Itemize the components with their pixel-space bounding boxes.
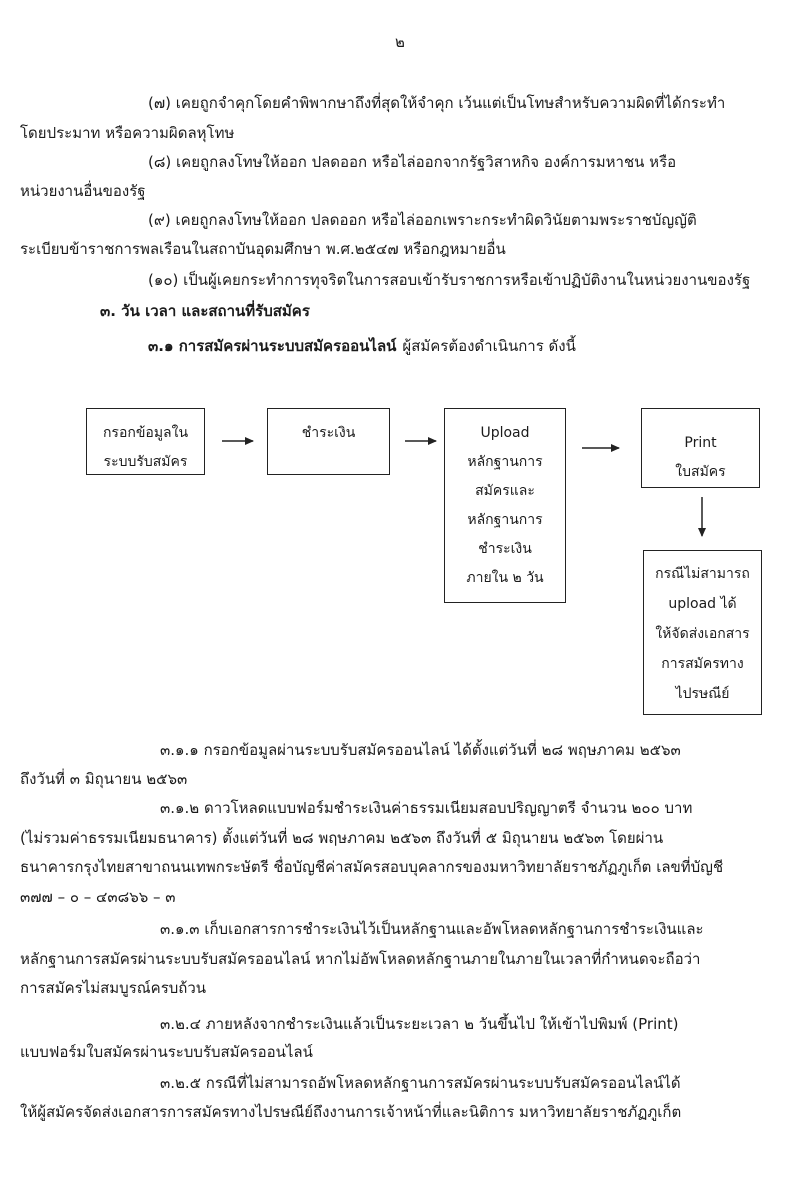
bank-account-number: ๓๗๗ – ๐ – ๔๓๘๖๖ – ๓	[20, 888, 176, 906]
step-3-1-2-line-2: (ไม่รวมค่าธรรมเนียมธนาคาร) ตั้งแต่วันที่ ๒๘ พฤษภาคม ๒๕๖๓ ถึงวันที่ ๕ มิถุนายน ๒๕๖๓ โดยผ่าน	[20, 829, 664, 847]
step-3-1-1-line-1: ๓.๑.๑ กรอกข้อมูลผ่านระบบรับสมัครออนไลน์ ได้ตั้งแต่วันที่ ๒๘ พฤษภาคม ๒๕๖๓	[160, 741, 681, 759]
section-3-1-intro: ผู้สมัครต้องดำเนินการ ดังนี้	[402, 337, 576, 355]
flow-step-fill-form	[86, 408, 205, 475]
disqualification-item-7-line-1: (๗) เคยถูกจำคุกโดยคำพิพากษาถึงที่สุดให้จำคุก เว้นแต่เป็นโทษสำหรับความผิดที่ได้กระทำ	[148, 94, 726, 112]
disqualification-item-8-line-2: หน่วยงานอื่นของรัฐ	[20, 182, 146, 200]
flow-step-text: ภายใน ๒ วัน	[466, 570, 544, 586]
section-3-heading: ๓. วัน เวลา และสถานที่รับสมัคร	[100, 302, 310, 320]
step-3-1-2-line-3: ธนาคารกรุงไทยสาขาถนนเทพกระษัตรี ชื่อบัญชีค่าสมัครสอบบุคลากรของมหาวิทยาลัยราชภัฏภูเก็ต เลขที่บัญชี	[20, 858, 724, 876]
flow-step-text: ไปรษณีย์	[675, 686, 730, 702]
step-3-1-1-line-2: ถึงวันที่ ๓ มิถุนายน ๒๕๖๓	[20, 770, 188, 788]
section-3-1-heading: ๓.๑ การสมัครผ่านระบบสมัครออนไลน์	[148, 337, 397, 355]
step-3-2-5-line-2: ให้ผู้สมัครจัดส่งเอกสารการสมัครทางไปรษณีย์ถึงงานการเจ้าหน้าที่และนิติการ มหาวิทยาลัยราชภัฏภูเก็ต	[20, 1103, 682, 1121]
disqualification-item-9-line-1: (๙) เคยถูกลงโทษให้ออก ปลดออก หรือไล่ออกเพราะกระทำผิดวินัยตามพระราชบัญญัติ	[148, 211, 697, 229]
step-3-2-4-line-1: ๓.๒.๔ ภายหลังจากชำระเงินแล้วเป็นระยะเวลา ๒ วันขึ้นไป ให้เข้าไปพิมพ์ (Print)	[160, 1015, 679, 1033]
flow-step-text: กรณีไม่สามารถ	[655, 566, 750, 582]
step-3-1-3-line-2: หลักฐานการสมัครผ่านระบบรับสมัครออนไลน์ หากไม่อัพโหลดหลักฐานภายในภายในเวลาที่กำหนดจะถือว่า	[20, 950, 701, 968]
flow-step-text: ใบสมัคร	[675, 464, 726, 480]
flow-step-text: กรอกข้อมูลใน	[102, 425, 189, 441]
disqualification-item-8-line-1: (๘) เคยถูกลงโทษให้ออก ปลดออก หรือไล่ออกจากรัฐวิสาหกิจ องค์การมหาชน หรือ	[148, 153, 677, 171]
flow-step-text: หลักฐานการ	[467, 512, 543, 528]
flow-step-text: การสมัครทาง	[661, 656, 744, 672]
flow-step-mail-alternative	[643, 550, 762, 715]
step-3-1-2-line-1: ๓.๑.๒ ดาวโหลดแบบฟอร์มชำระเงินค่าธรรมเนียมสอบปริญญาตรี จำนวน ๒๐๐ บาท	[160, 799, 693, 817]
flow-step-text: ชำระเงิน	[478, 541, 532, 557]
flow-step-text: ระบบรับสมัคร	[103, 454, 188, 470]
flow-step-text: สมัครและ	[475, 483, 535, 499]
flow-step-text: Print	[684, 435, 717, 451]
step-3-1-3-line-3: การสมัครไม่สมบูรณ์ครบถ้วน	[20, 979, 207, 997]
flow-step-text: ชำระเงิน	[301, 425, 356, 441]
step-3-2-4-line-2: แบบฟอร์มใบสมัครผ่านระบบรับสมัครออนไลน์	[20, 1043, 313, 1061]
disqualification-item-7-line-2: โดยประมาท หรือความผิดลหุโทษ	[20, 124, 235, 142]
flow-step-text: หลักฐานการ	[467, 454, 543, 470]
step-3-1-3-line-1: ๓.๑.๓ เก็บเอกสารการชำระเงินไว้เป็นหลักฐานและอัพโหลดหลักฐานการชำระเงินและ	[160, 920, 704, 938]
disqualification-item-9-line-2: ระเบียบข้าราชการพลเรือนในสถาบันอุดมศึกษา พ.ศ.๒๕๔๗ หรือกฎหมายอื่น	[20, 240, 506, 258]
flow-step-text: upload ได้	[668, 596, 737, 612]
flow-step-payment	[267, 408, 390, 475]
section-3-1-heading-line	[148, 335, 785, 357]
page-number: ๒	[395, 33, 405, 51]
flow-step-text: ให้จัดส่งเอกสาร	[655, 626, 750, 642]
step-3-2-5-line-1: ๓.๒.๕ กรณีที่ไม่สามารถอัพโหลดหลักฐานการสมัครผ่านระบบรับสมัครออนไลน์ได้	[160, 1074, 681, 1092]
flow-step-print	[641, 408, 760, 488]
flow-step-upload	[444, 408, 566, 603]
flow-step-text: Upload	[480, 425, 530, 441]
disqualification-item-10-line-1: (๑๐) เป็นผู้เคยกระทำการทุจริตในการสอบเข้ารับราชการหรือเข้าปฏิบัติงานในหน่วยงานของรัฐ	[148, 271, 751, 289]
